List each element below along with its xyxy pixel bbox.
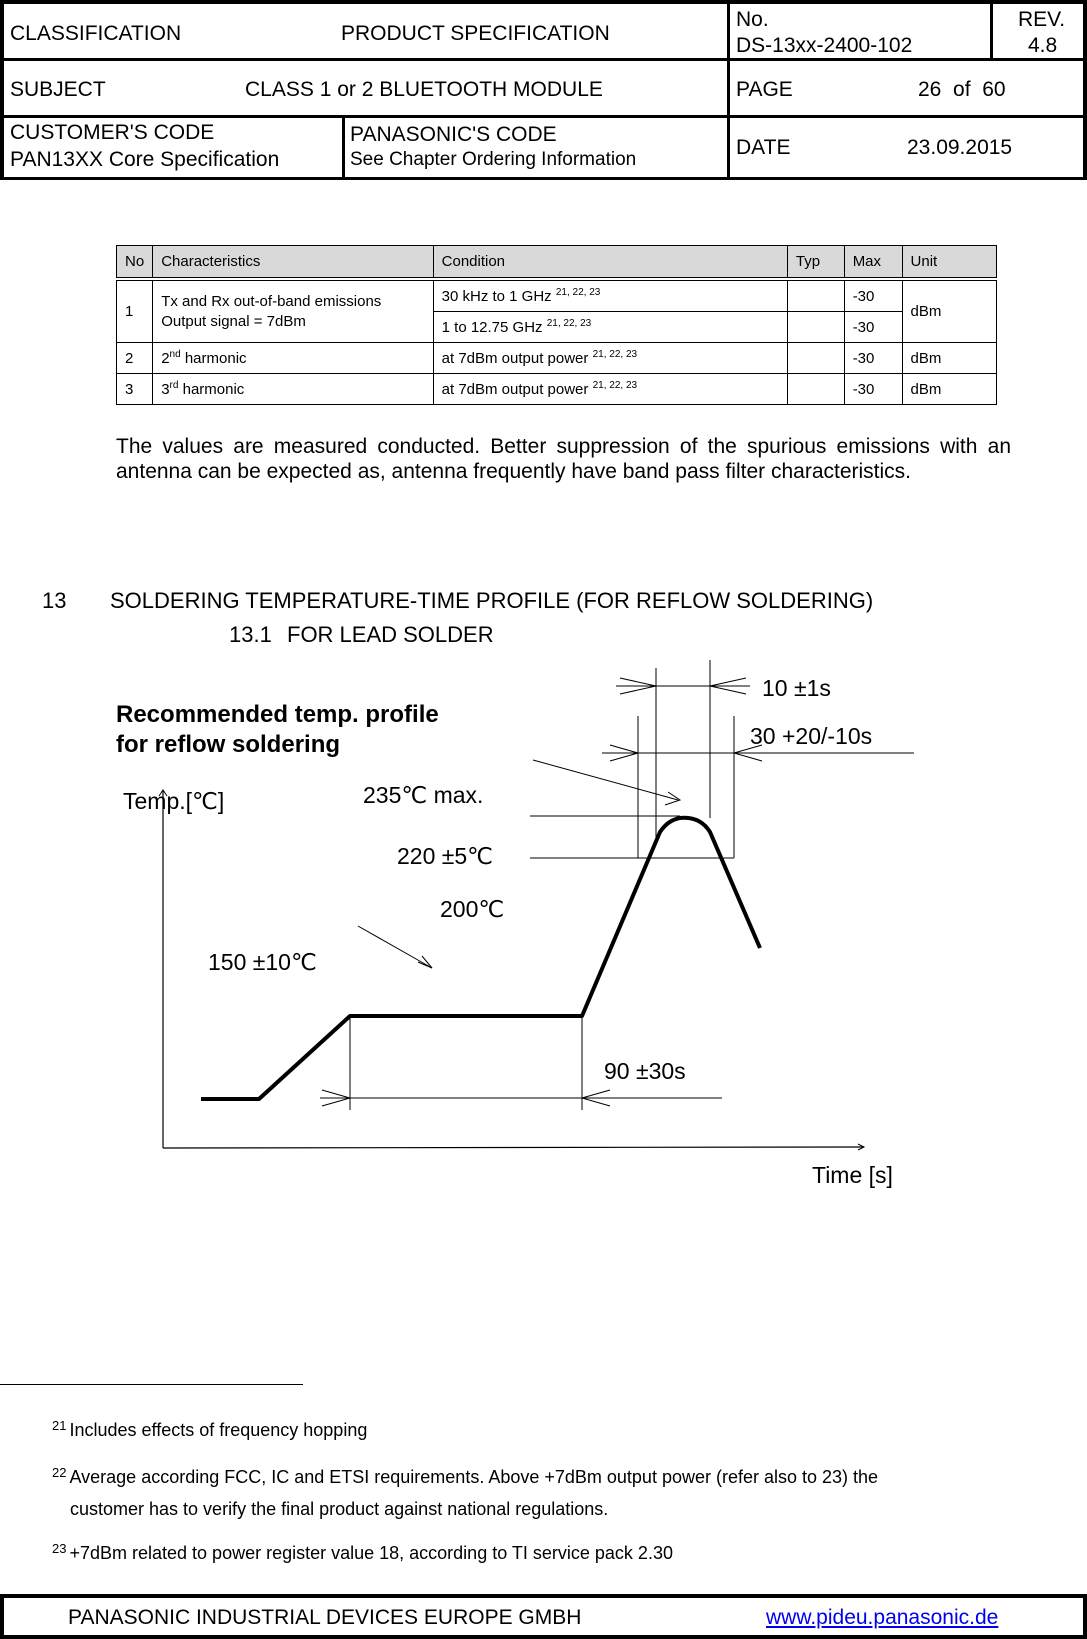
customer-code-label: CUSTOMER'S CODE [10,121,215,144]
characteristics-text: harmonic [184,349,247,367]
condition-text: 30 kHz to 1 GHz [441,287,552,305]
ordinal-suffix: rd [169,379,179,391]
characteristics-text: harmonic [182,380,245,398]
product-spec-label: PRODUCT SPECIFICATION [341,22,610,45]
row-max: -30 [844,343,902,374]
col-header-no: No [117,246,153,278]
characteristics-line: Tx and Rx out-of-band emissions [161,292,382,310]
rev-label: REV. [1018,8,1066,31]
condition-text: at 7dBm output power [441,380,589,398]
header-divider [990,4,993,58]
row-no: 3 [117,374,153,405]
header-divider [4,58,1083,61]
row-typ [787,343,844,374]
peak-time-label: 10 ±1s [762,675,831,701]
characteristics-line: Output signal = 7dBm [161,312,306,330]
subsection-number: 13.1 [229,622,272,647]
row-unit: dBm [902,281,996,343]
subject-value: CLASS 1 or 2 BLUETOOTH MODULE [245,78,603,101]
website-link[interactable]: www.pideu.panasonic.de [766,1606,999,1629]
col-header-typ: Typ [787,246,844,278]
panasonic-code-value: See Chapter Ordering Information [350,149,637,170]
panasonic-code-label: PANASONIC'S CODE [350,123,557,146]
row-characteristics [153,343,433,374]
condition-text: 1 to 12.75 GHz [441,318,543,336]
date-value: 23.09.2015 [907,136,1013,159]
y-axis-label: Temp.[℃] [123,788,225,814]
subsection-heading [229,622,494,648]
reflow-temp-label: 220 ±5℃ [397,843,494,869]
footnote-continuation: customer has to verify the final product against national regulations. [70,1499,609,1519]
row-max: -30 [844,312,902,343]
col-header-unit: Unit [902,246,996,278]
footnote [52,1419,367,1441]
footnote-separator [0,1384,303,1385]
row-unit: dBm [902,343,996,374]
col-header-max: Max [844,246,902,278]
table-row [117,343,997,374]
document-footer [0,1594,1087,1639]
footnote-refs: 21, 22, 23 [546,317,592,329]
col-header-condition: Condition [433,246,787,278]
row-characteristics [153,374,433,405]
footnote-ref: 22 [52,1465,67,1480]
footnote-refs: 21, 22, 23 [592,379,638,391]
row-no: 1 [117,281,153,343]
table-header-row [117,246,997,278]
section-heading [42,588,873,614]
page-value: 26 of 60 [918,78,1006,101]
rev-value: 4.8 [1028,34,1058,57]
ordinal: 2 [161,349,170,367]
preheat-time-label: 90 ±30s [604,1058,686,1084]
row-condition [433,281,787,312]
reflow-time-label: 30 +20/-10s [750,723,873,749]
row-max: -30 [844,374,902,405]
footnote-refs: 21, 22, 23 [555,286,601,298]
no-label: No. [736,8,769,31]
row-no: 2 [117,343,153,374]
x-axis-label: Time [s] [812,1162,893,1188]
footnote-text: Includes effects of frequency hopping [69,1420,368,1440]
row-unit: dBm [902,374,996,405]
ordinal-suffix: nd [169,348,181,360]
row-max: -30 [844,281,902,312]
reflow-profile-diagram [0,660,1087,1200]
date-label: DATE [736,136,791,159]
table-row [117,281,997,312]
row-condition [433,312,787,343]
subject-label: SUBJECT [10,78,106,101]
classification-label: CLASSIFICATION [10,22,182,45]
condition-text: at 7dBm output power [441,349,589,367]
section-number: 13 [42,588,67,613]
x-axis [163,1147,864,1148]
row-condition [433,374,787,405]
footnote-text: Average according FCC, IC and ETSI requirements. Above +7dBm output power (refer also to 23) the [69,1467,879,1487]
emissions-table [116,245,997,405]
row-typ [787,312,844,343]
subsection-title: FOR LEAD SOLDER [287,622,494,647]
footnote [52,1466,878,1488]
header-divider [342,115,345,177]
footnote-refs: 21, 22, 23 [592,348,638,360]
section-title: SOLDERING TEMPERATURE-TIME PROFILE (FOR REFLOW SOLDERING) [110,588,874,613]
document-header [0,0,1087,180]
chart-title [116,700,439,760]
footnote-ref: 23 [52,1541,67,1556]
preheat-pointer [358,926,432,968]
col-header-characteristics: Characteristics [153,246,433,278]
chart-title-line: Recommended temp. profile [116,701,439,728]
row-typ [787,281,844,312]
arrowhead [418,956,432,968]
customer-code-value: PAN13XX Core Specification [10,148,280,171]
header-divider [4,115,1083,118]
table-row [117,374,997,405]
footnote [52,1542,673,1564]
ordinal: 3 [161,380,170,398]
measurement-note: The values are measured conducted. Better suppression of the spurious emissions with an antenna can be expected as, antenna frequently have band pass filter characteristics. [116,435,1011,483]
chart-title-line: for reflow soldering [116,731,341,758]
liquidus-temp-label: 200℃ [440,896,505,922]
footnote-ref: 21 [52,1418,67,1433]
preheat-temp-label: 150 ±10℃ [208,949,317,975]
row-characteristics [153,281,433,343]
page-label: PAGE [736,78,793,101]
header-divider [727,4,730,177]
company-name: PANASONIC INDUSTRIAL DEVICES EUROPE GMBH [68,1606,582,1629]
peak-temp-label: 235℃ max. [363,782,484,808]
row-condition [433,343,787,374]
footnote-text: +7dBm related to power register value 18, according to TI service pack 2.30 [69,1543,673,1563]
doc-number: DS-13xx-2400-102 [736,34,913,57]
row-typ [787,374,844,405]
